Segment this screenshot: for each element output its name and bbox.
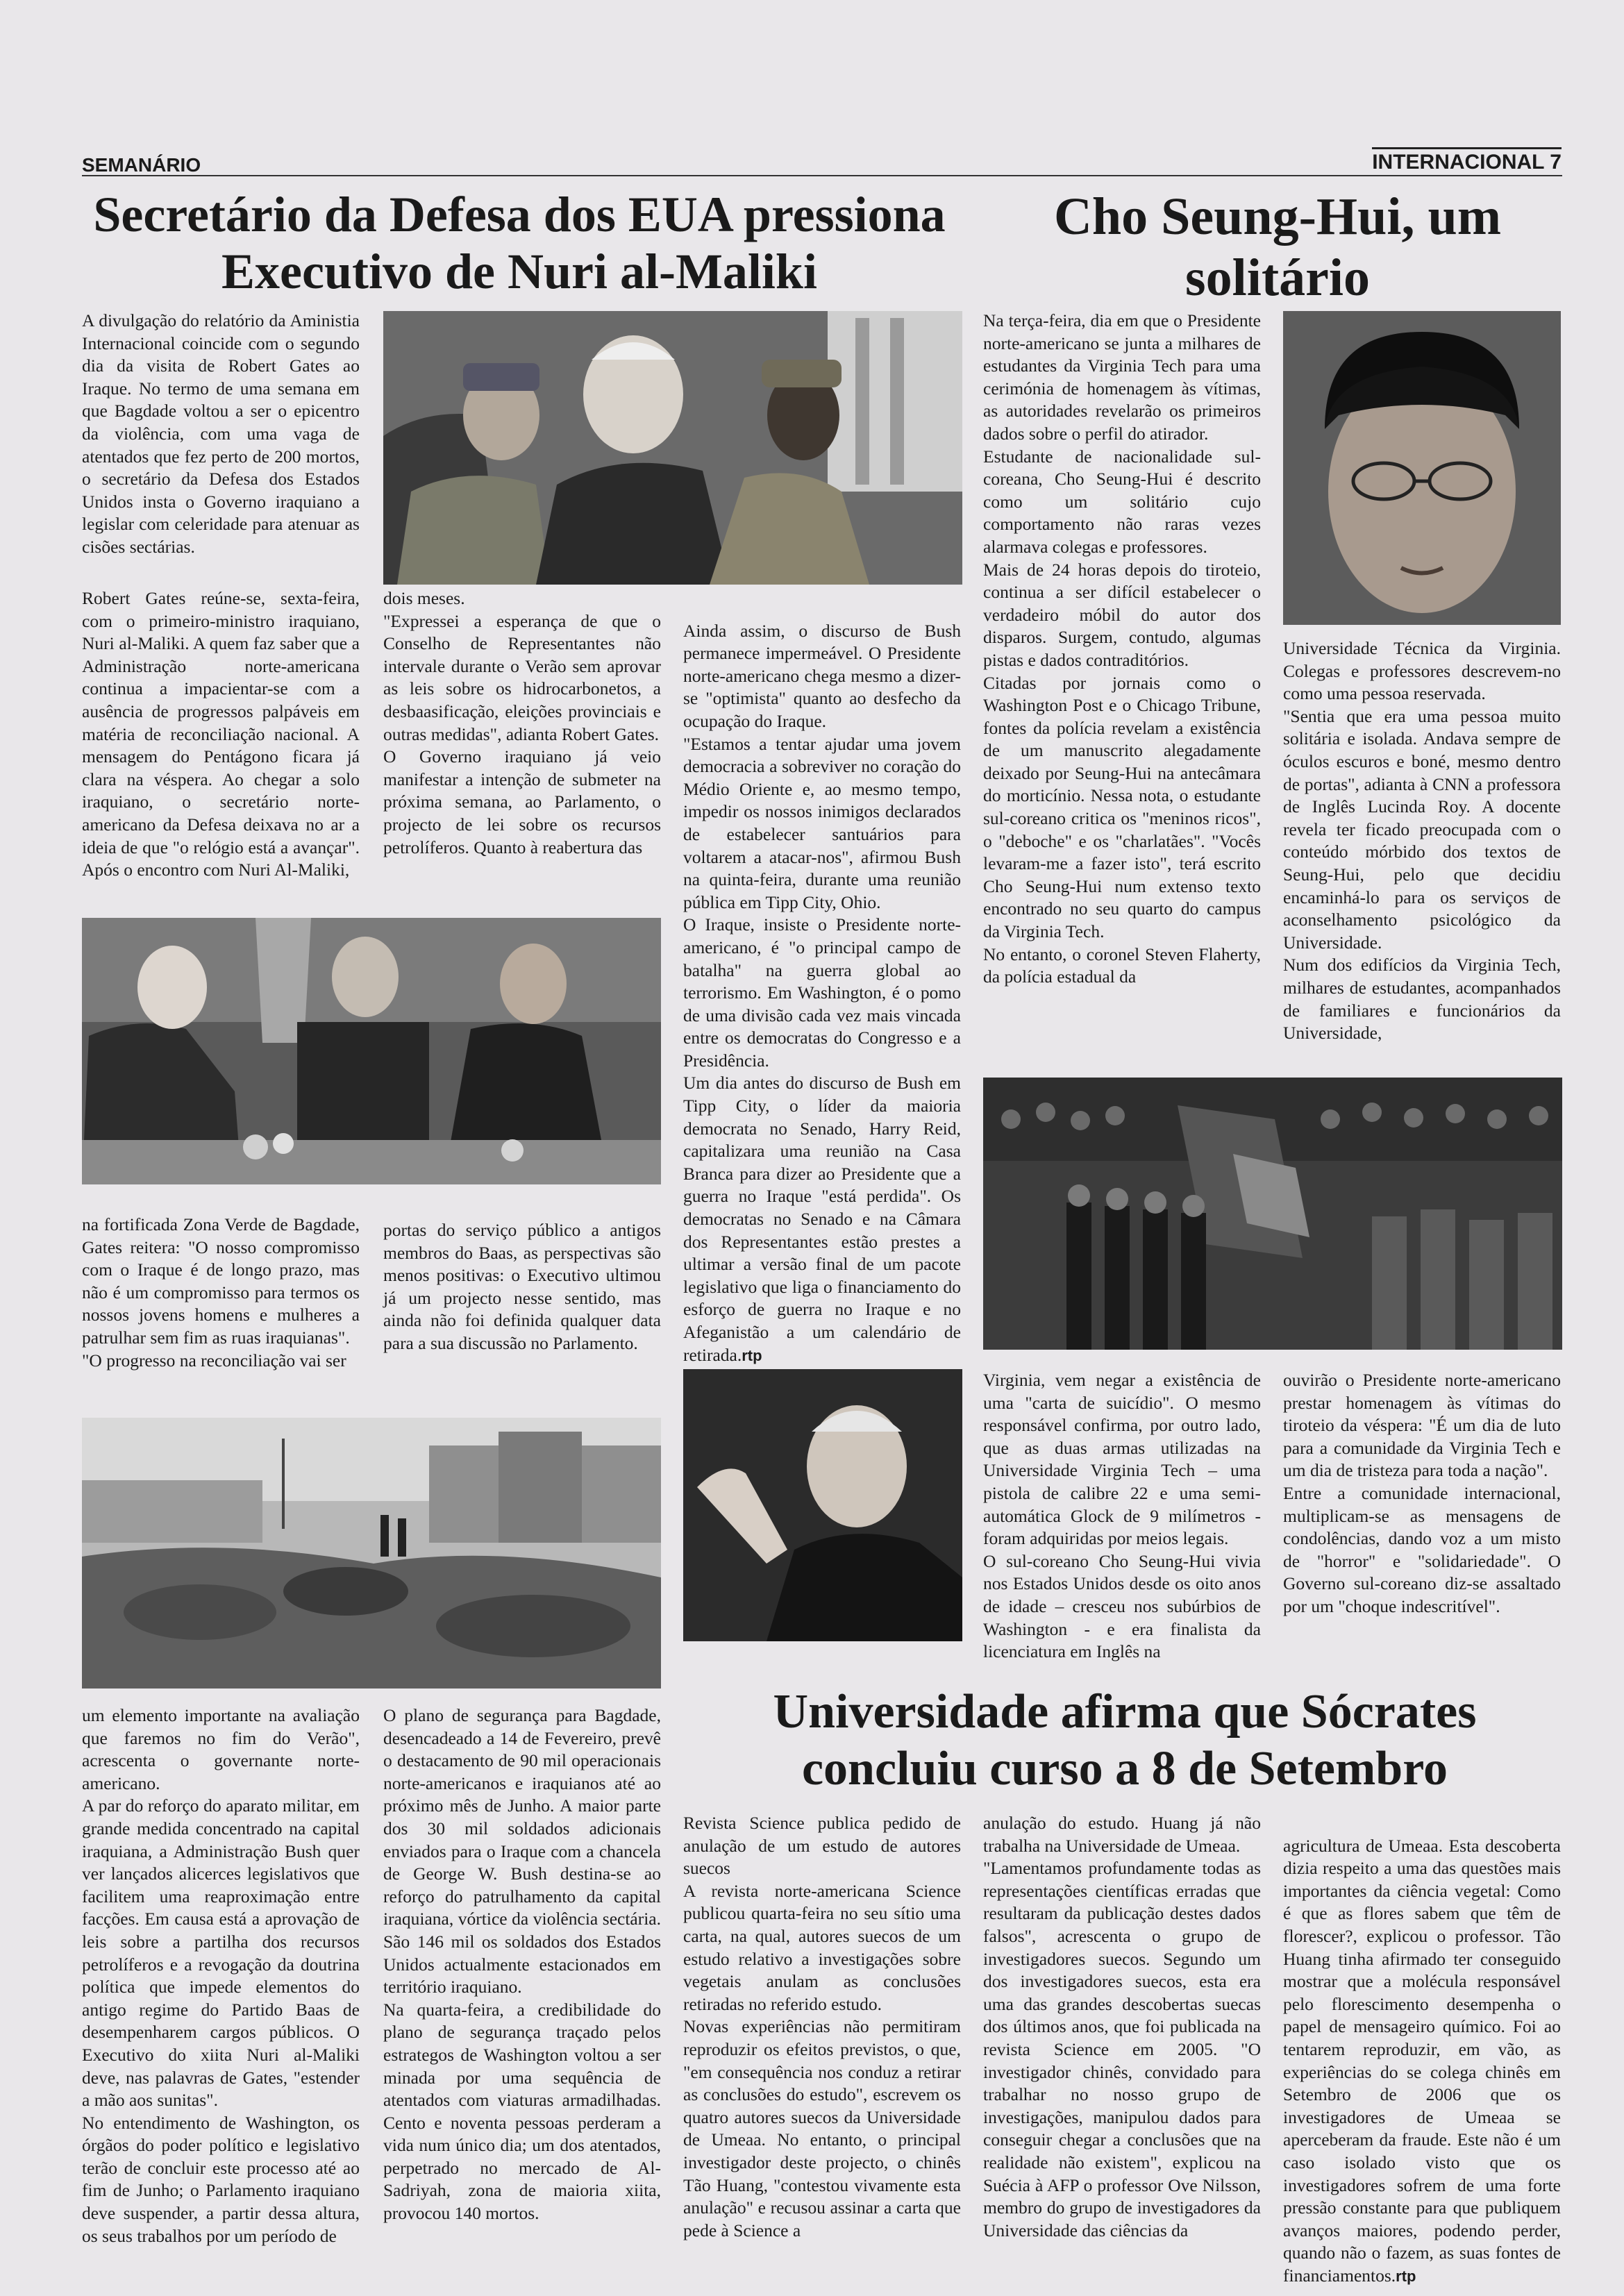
gates-text-col1a: A divulgação do relatório da Aministia Internacional coincide com o segundo dia da visita de Robert Gates ao Iraque. No termo de uma semana em que Bagdade voltou a ser o epicentro da violência, com uma vaga de atentados que fez perto de 200 mortos, o secretário da Defesa dos Estados Unidos insta o Governo iraquiano a legislar com celeridade para atenuar as cisões sectárias. bbox=[82, 310, 360, 557]
science-text-col4: anulação do estudo. Huang já não trabalha na Universidade de Umeaa. "Lamentamos profundamente todas as representações científicas erradas que resultaram da publicação destes dados falsos", acrescenta o grupo de investigadores suecos. Segundo um dos investigadores suecos, esta era uma das grandes descobertas suecas dos últimos anos, que foi publicada na revista Science em 2005. "O investigador chinês, convidado para trabalhar no nosso grupo de investigações, manipulou dados para conseguir chegar a conclusões que na realidade não existem", explicou na Suécia à AFP o professor Ove Nilsson, membro do grupo de investigadores da Universidade das ciências da bbox=[983, 1813, 1261, 2240]
gates-text-col3 bbox=[683, 597, 961, 1367]
cho-text-col4b: Virginia, vem negar a existência de uma "carta de suicídio". O mesmo responsável confirma, por outro lado, que as duas armas utilizadas na Universidade Virginia Tech – uma pistola de calibre 22 e uma semi-automática Glock de 9 milímetros - foram adquiridas por meios legais. O sul-coreano Cho Seung-Hui vivia nos Estados Unidos desde os oito anos de idade – cresceu nos subúrbios de Washington - e era finalista da licenciatura em Inglês na bbox=[983, 1370, 1261, 1662]
science-col5-source: rtp bbox=[1396, 2267, 1416, 2285]
photo-bush bbox=[683, 1369, 962, 1641]
gates-text-col2b: portas do serviço público a antigos membros do Baas, as perspectivas são menos positivas: o Executivo ultimou já um projecto nesse sentido, mas ainda não foi definida qualquer data para a sua discussão no Parlamento. bbox=[383, 1220, 661, 1353]
gates-text-col1c: na fortificada Zona Verde de Bagdade, Gates reitera: "O nosso compromisso com o Iraque é de longo prazo, mas não é um compromisso para termos os nossos jovens homens e mulheres a patrulhar sem fim as ruas iraquianas". "O progresso na reconciliação vai ser bbox=[82, 1214, 360, 1371]
science-col5-body: agricultura de Umeaa. Esta descoberta dizia respeito a uma das questões mais importantes da ciência vegetal: Como é que as flores sabem que têm de florescer?, explicou o professor. Tão Huang tinha afirmado ter conseguido mostrar que a molécula responsável pelo florescimento desempenha o papel de mensageiro químico. Foi ao tentarem reproduzir, em vão, as experiências do se colega chinês em Setembro de 2006 que os investigadores de Umeaa se aperceberam da fraude. Este não é um caso isolado visto que os investigadores sofrem de uma forte pressão constante para que publiquem avanços maiores, podendo perder, quando não o fazem, as suas fontes de financiamentos. bbox=[1283, 1835, 1561, 2286]
headline-socrates: Universidade afirma que Sócrates concluiu curso a 8 de Setembro bbox=[773, 1685, 1477, 1795]
headline-gates: Secretário da Defesa dos EUA pressiona Executivo de Nuri al-Maliki bbox=[93, 187, 946, 299]
headline-cho: Cho Seung-Hui, um solitário bbox=[1053, 187, 1502, 307]
gates-text-col1b: Robert Gates reúne-se, sexta-feira, com o primeiro-ministro iraquiano, Nuri al-Maliki. A quem faz saber que a Administração norte-americana continua a impacientar-se com a ausência de progressos palpáveis em matéria de reconciliação nacional. A mensagem do Pentágono ficara já clara na véspera. Ao chegar a solo iraquiano, o secretário norte-americano da Defesa deixava no ar a ideia de que "o relógio está a avançar". Após o encontro com Nuri Al-Maliki, bbox=[82, 588, 360, 880]
photo-baghdad-bombing bbox=[82, 1418, 661, 1689]
section-label: SEMANÁRIO bbox=[82, 154, 201, 176]
gates-text-col2a: dois meses. "Expressei a esperança de que o Conselho de Representantes não intervale durante o Verão sem aprovar as leis sobre os hidrocarbonetos, a desbaasificação, eleições provinciais e outras medidas", adianta Robert Gates. O Governo iraquiano já veio manifestar a intenção de submeter na próxima semana, ao Parlamento, o projecto de lei sobre os recursos petrolíferos. Quanto à reabertura das bbox=[383, 588, 661, 857]
gates-col3-source: rtp bbox=[742, 1346, 762, 1364]
cho-text-col4a: Na terça-feira, dia em que o Presidente norte-americano se junta a milhares de estudantes da Virginia Tech para uma cerimónia de homenagem às vítimas, as autoridades revelarão os primeiros dados sobre o perfil do atirador. Estudante de nacionalidade sul-coreana, Cho Seung-Hui é descrito como um solitário cujo comportamento não raras vezes alarmava colegas e professores. Mais de 24 horas depois do tiroteio, continua a ser difícil estabelecer o verdadeiro móbil do autor dos disparos. Surgem, contudo, algumas pistas e dados contraditórios. Citadas por jornais como o Washington Post e o Chicago Tribune, fontes da polícia revelam a existência de um manuscrito alegadamente deixado por Seung-Hui na antecâmara do morticínio. Nessa nota, o estudante sul-coreano critica os "meninos ricos", o "deboche" e os "charlatães". "Vocês levaram-me a fazer isto", terá escrito Cho Seung-Hui num extenso texto encontrado no seu quarto do campus da Virginia Tech. No entanto, o coronel Steven Flaherty, da polícia estadual da bbox=[983, 310, 1261, 987]
gates-text-col2c: O plano de segurança para Bagdade, desencadeado a 14 de Fevereiro, prevê o destacamento de 90 mil operacionais norte-americanos e iraquianos até ao próximo mês de Junho. A maior parte dos 30 mil soldados adicionais enviados para o Iraque com a chancela de George W. Bush destina-se ao reforço do patrulhamento da capital iraquiana, vórtice da violência sectária. São 146 mil os soldados dos Estados Unidos actualmente estacionados em território iraquiano. Na quarta-feira, a credibilidade do plano de segurança traçado pelos estrategos de Washington voltou a ser minada por uma sequência de atentados com viaturas armadilhadas. Cento e noventa pessoas perderam a vida num único dia; um dos atentados, perpetrado no mercado de Al-Sadriyah, zona de maioria xiita, provocou 140 mortos. bbox=[383, 1705, 661, 2224]
photo-cho-portrait bbox=[1283, 311, 1561, 625]
photo-gates-maliki-meeting bbox=[82, 918, 661, 1184]
cho-text-col5b: ouvirão o Presidente norte-americano prestar homenagem às vítimas do tiroteio da véspera: "É um dia de luto para a comunidade da Virginia Tech e um dia de tristeza para toda a nação". Entre a comunidade internacional, multiplicam-se as mensagens de condolências, dando voz a um misto de "horror" e "solidariedade". O Governo sul-coreano diz-se assaltado por um "choque indescritível". bbox=[1283, 1370, 1561, 1616]
header-rule bbox=[82, 175, 1562, 176]
cho-text-col5a: Universidade Técnica da Virginia. Colegas e professores descrevem-no como uma pessoa reservada. "Sentia que era uma pessoa muito solitária e isolada. Andava sempre de óculos escuros e boné, mesmo dentro de portas", adianta à CNN a professora de Inglês Lucinda Roy. A docente revela ter ficado preocupada com o conteúdo mórbido dos textos de Seung-Hui, pelo que decidiu encaminhá-lo para os serviços de aconselhamento psicológico da Universidade. Num dos edifícios da Virginia Tech, milhares de estudantes, acompanhados de familiares e funcionários da Universidade, bbox=[1283, 638, 1561, 1044]
page-label: INTERNACIONAL 7 bbox=[1372, 147, 1562, 174]
photo-virginia-tech-ceremony bbox=[983, 1078, 1562, 1350]
science-text-col5 bbox=[1283, 1812, 1561, 2288]
gates-text-col1d: um elemento importante na avaliação que faremos no fim do Verão", acrescenta o governante norte-americano. A par do reforço do aparato militar, em grande medida concentrado na capital iraquiana, a Administração Bush quer ver lançados alicerces legislativos que facilitem uma reaproximação entre facções. Em causa está a aprovação de leis sobre a partilha dos recursos petrolíferos e a revogação da doutrina política que impede elementos do antigo regime do Partido Baas de desempenharem cargos públicos. O Executivo do xiita Nuri al-Maliki deve, nas palavras de Gates, "estender a mão aos sunitas". No entendimento de Washington, os órgãos do poder político e legislativo terão de concluir este processo até ao fim de Junho; o Parlamento iraquiano deve suspender, a partir dessa altura, os seus trabalhos por um período de bbox=[82, 1705, 360, 2246]
gates-col3-body: Ainda assim, o discurso de Bush permanece impermeável. O Presidente norte-americano chega mesmo a dizer-se "optimista" quanto ao desfecho da ocupação do Iraque. "Estamos a tentar ajudar uma jovem democracia a sobreviver no coração do Médio Oriente e, ao mesmo tempo, impedir os nossos inimigos declarados de estabelecer santuários para voltarem a atacar-nos", afirmou Bush na quinta-feira, durante uma reunião pública em Tipp City, Ohio. O Iraque, insiste o Presidente norte-americano, é "o principal campo de batalha" na guerra global ao terrorismo. Em Washington, é o pomo de uma divisão cada vez mais vincada entre os democratas do Congresso e a Presidência. Um dia antes do discurso de Bush em Tipp City, o líder da maioria democrata no Senado, Harry Reid, capitalizara uma reunião na Casa Branca para dizer ao Presidente que a guerra no Iraque "está perdida". Os democratas no Senado e na Câmara dos Representantes estão prestes a ultimar a versão final de um pacote legislativo que liga o financiamento do esforço de guerra no Iraque e no Afeganistão a um calendário de retirada. bbox=[683, 620, 961, 1365]
science-text-col3: Revista Science publica pedido de anulação de um estudo de autores suecos A revista norte-americana Science publicou quarta-feira no seu sítio uma carta, na qual, autores suecos de um estudo relativo a investigações sobre vegetais anulam as conclusões retiradas no referido estudo. Novas experiências não permitiram reproduzir os efeitos previstos, o que, "em consequência nos conduz a retirar as conclusões do estudo", escrevem os quatro autores suecos da Universidade de Umeaa. No entanto, o principal investigador deste projecto, o chinês Tão Huang, "contestou vivamente esta anulação" e recusou assinar a carta que pede à Science a bbox=[683, 1813, 961, 2240]
photo-gates-generals bbox=[383, 311, 962, 585]
